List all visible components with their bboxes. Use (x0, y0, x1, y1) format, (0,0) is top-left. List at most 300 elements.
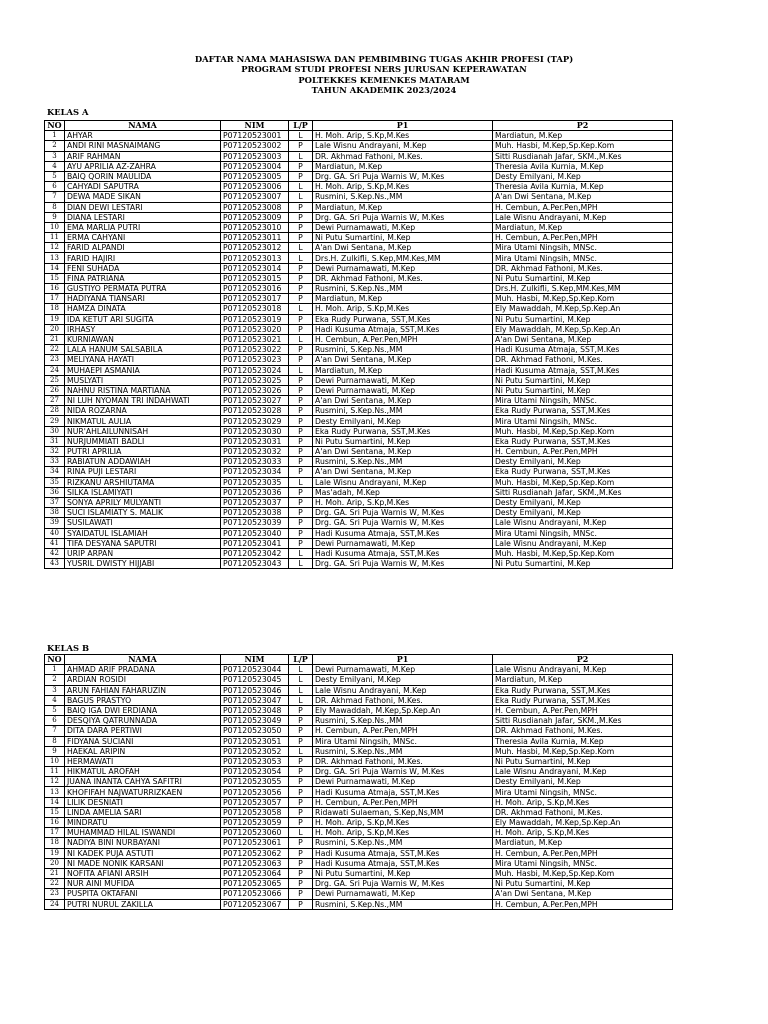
supervisor-p1: H. Moh. Arip, S.Kp,M.Kes (313, 182, 493, 192)
supervisor-p1: Rusmini, S.Kep.Ns.,MM (313, 192, 493, 202)
student-name: NI KADEK PUJA ASTUTI (65, 848, 221, 858)
row-number: 37 (45, 497, 65, 507)
table-row (45, 787, 673, 797)
student-nim: P07120523043 (221, 559, 289, 569)
supervisor-p1: DR. Akhmad Fathoni, M.Kes. (313, 151, 493, 161)
supervisor-p1: Hadi Kusuma Atmaja, SST,M.Kes (313, 858, 493, 868)
kelas-b-body (45, 665, 673, 910)
supervisor-p1: Mardiatun, M.Kep (313, 365, 493, 375)
student-name: NURJUMMIATI BADLI (65, 436, 221, 446)
supervisor-p1: Drg. GA. Sri Puja Warnis W, M.Kes (313, 559, 493, 569)
supervisor-p2: Mira Utami Ningsih, MNSc. (493, 396, 673, 406)
student-gender: P (289, 807, 313, 817)
header-lp: L/P (289, 121, 313, 131)
title-line-3: POLTEKKES KEMENKES MATARAM (298, 74, 470, 85)
row-number: 32 (45, 447, 65, 457)
row-number: 24 (45, 365, 65, 375)
student-nim: P07120523013 (221, 253, 289, 263)
student-nim: P07120523012 (221, 243, 289, 253)
student-gender: P (289, 396, 313, 406)
table-row (45, 797, 673, 807)
student-gender: P (289, 457, 313, 467)
student-nim: P07120523027 (221, 396, 289, 406)
student-gender: L (289, 477, 313, 487)
table-row (45, 263, 673, 273)
table-row (45, 736, 673, 746)
table-row (45, 848, 673, 858)
supervisor-p1: Hadi Kusuma Atmaja, SST,M.Kes (313, 324, 493, 334)
header-no: NO (45, 655, 65, 665)
student-gender: P (289, 406, 313, 416)
student-name: SILKA ISLAMIYATI (65, 487, 221, 497)
student-name: MINDRATU (65, 818, 221, 828)
row-number: 8 (45, 202, 65, 212)
student-name: SUSILAWATI (65, 518, 221, 528)
header-nama: NAMA (65, 655, 221, 665)
student-name: MUSLYATI (65, 375, 221, 385)
student-nim: P07120523019 (221, 314, 289, 324)
row-number: 18 (45, 838, 65, 848)
row-number: 5 (45, 705, 65, 715)
row-number: 10 (45, 222, 65, 232)
row-number: 13 (45, 787, 65, 797)
supervisor-p2: Ely Mawaddah, M.Kep,Sp.Kep.An (493, 818, 673, 828)
kelas-b-label: KELAS B (47, 643, 90, 653)
student-nim: P07120523024 (221, 365, 289, 375)
table-row (45, 868, 673, 878)
supervisor-p1: Dewi Purnamawati, M.Kep (313, 777, 493, 787)
student-gender: P (289, 284, 313, 294)
supervisor-p2: Mardiatun, M.Kep (493, 675, 673, 685)
row-number: 41 (45, 538, 65, 548)
header-nim: NIM (221, 655, 289, 665)
student-gender: P (289, 436, 313, 446)
supervisor-p1: Dewi Purnamawati, M.Kep (313, 375, 493, 385)
supervisor-p1: Rusmini, S.Kep.Ns.,MM (313, 406, 493, 416)
supervisor-p1: Mardiatun, M.Kep (313, 161, 493, 171)
table-row (45, 497, 673, 507)
student-nim: P07120523030 (221, 426, 289, 436)
supervisor-p2: Theresia Avila Kurnia, M.Kep (493, 161, 673, 171)
student-gender: L (289, 131, 313, 141)
kelas-a-body (45, 131, 673, 569)
student-gender: P (289, 716, 313, 726)
table-row (45, 538, 673, 548)
student-name: NI MADE NONIK KARSANI (65, 858, 221, 868)
table-row (45, 879, 673, 889)
student-nim: P07120523004 (221, 161, 289, 171)
student-gender: P (289, 726, 313, 736)
student-nim: P07120523051 (221, 736, 289, 746)
student-nim: P07120523040 (221, 528, 289, 538)
student-nim: P07120523033 (221, 457, 289, 467)
student-gender: L (289, 828, 313, 838)
table-row (45, 396, 673, 406)
table-row (45, 151, 673, 161)
row-number: 31 (45, 436, 65, 446)
supervisor-p2: H. Moh. Arip, S.Kp,M.Kes (493, 797, 673, 807)
student-name: AHYAR (65, 131, 221, 141)
student-nim: P07120523025 (221, 375, 289, 385)
row-number: 1 (45, 665, 65, 675)
student-gender: P (289, 375, 313, 385)
table-row (45, 406, 673, 416)
student-name: HERMAWATI (65, 756, 221, 766)
student-gender: P (289, 487, 313, 497)
student-name: PUSPITA OKTAFANI (65, 889, 221, 899)
supervisor-p1: A'an Dwi Sentana, M.Kep (313, 467, 493, 477)
supervisor-p1: Mas'adah, M.Kep (313, 487, 493, 497)
supervisor-p2: Theresia Avila Kurnia, M.Kep (493, 182, 673, 192)
supervisor-p2: Lale Wisnu Andrayani, M.Kep (493, 212, 673, 222)
row-number: 11 (45, 233, 65, 243)
student-gender: P (289, 324, 313, 334)
row-number: 26 (45, 385, 65, 395)
student-nim: P07120523005 (221, 171, 289, 181)
table-row (45, 365, 673, 375)
student-nim: P07120523066 (221, 889, 289, 899)
table-row (45, 273, 673, 283)
row-number: 15 (45, 807, 65, 817)
supervisor-p1: Ni Putu Sumartini, M.Kep (313, 436, 493, 446)
student-nim: P07120523022 (221, 345, 289, 355)
supervisor-p2: Mira Utami Ningsih, MNSc. (493, 416, 673, 426)
table-row (45, 705, 673, 715)
row-number: 12 (45, 243, 65, 253)
student-name: NADIYA BINI NURBAYANI (65, 838, 221, 848)
supervisor-p2: A'an Dwi Sentana, M.Kep (493, 334, 673, 344)
student-name: HAMZA DINATA (65, 304, 221, 314)
table-row (45, 141, 673, 151)
title-line-4: TAHUN AKADEMIK 2023/2024 (311, 85, 457, 96)
supervisor-p2: Lale Wisnu Andrayani, M.Kep (493, 538, 673, 548)
student-gender: P (289, 263, 313, 273)
row-number: 19 (45, 314, 65, 324)
row-number: 20 (45, 324, 65, 334)
row-number: 36 (45, 487, 65, 497)
student-nim: P07120523047 (221, 695, 289, 705)
row-number: 9 (45, 746, 65, 756)
student-gender: P (289, 528, 313, 538)
supervisor-p1: Drg. GA. Sri Puja Warnis W, M.Kes (313, 518, 493, 528)
row-number: 33 (45, 457, 65, 467)
table-row (45, 253, 673, 263)
supervisor-p1: Dewi Purnamawati, M.Kep (313, 538, 493, 548)
supervisor-p2: Muh. Hasbi, M.Kep,Sp.Kep.Kom (493, 477, 673, 487)
student-gender: P (289, 467, 313, 477)
kelas-b-header-row (45, 655, 673, 665)
supervisor-p1: H. Cembun, A.Per.Pen,MPH (313, 726, 493, 736)
table-row (45, 222, 673, 232)
student-nim: P07120523035 (221, 477, 289, 487)
row-number: 2 (45, 141, 65, 151)
student-nim: P07120523023 (221, 355, 289, 365)
supervisor-p2: Ni Putu Sumartini, M.Kep (493, 559, 673, 569)
student-name: GUSTIYO PERMATA PUTRA (65, 284, 221, 294)
student-gender: P (289, 497, 313, 507)
supervisor-p2: Ni Putu Sumartini, M.Kep (493, 273, 673, 283)
student-name: CAHYADI SAPUTRA (65, 182, 221, 192)
student-name: HIKMATUL AROFAH (65, 767, 221, 777)
table-row (45, 467, 673, 477)
table-row (45, 756, 673, 766)
supervisor-p2: Muh. Hasbi, M.Kep,Sp.Kep.Kom (493, 868, 673, 878)
supervisor-p1: Rusmini, S.Kep.Ns.,MM (313, 716, 493, 726)
supervisor-p2: Sitti Rusdianah Jafar, SKM.,M.Kes (493, 151, 673, 161)
supervisor-p2: Muh. Hasbi, M.Kep,Sp.Kep.Kom (493, 548, 673, 558)
table-row (45, 716, 673, 726)
table-row (45, 447, 673, 457)
student-name: BAGUS PRASTYO (65, 695, 221, 705)
student-name: NAHNU RISTINA MARTIANA (65, 385, 221, 395)
student-name: PUTRI NURUL ZAKILLA (65, 899, 221, 909)
row-number: 7 (45, 726, 65, 736)
student-gender: P (289, 161, 313, 171)
supervisor-p1: H. Moh. Arip, S.Kp,M.Kes (313, 828, 493, 838)
supervisor-p2: H. Cembun, A.Per.Pen,MPH (493, 899, 673, 909)
supervisor-p1: Ely Mawaddah, M.Kep,Sp.Kep.An (313, 705, 493, 715)
table-row (45, 746, 673, 756)
student-gender: L (289, 192, 313, 202)
row-number: 21 (45, 868, 65, 878)
student-name: PUTRI APRILIA (65, 447, 221, 457)
student-gender: P (289, 899, 313, 909)
student-gender: L (289, 304, 313, 314)
table-row (45, 355, 673, 365)
student-name: DESQIYA QATRUNNADA (65, 716, 221, 726)
student-gender: L (289, 151, 313, 161)
row-number: 10 (45, 756, 65, 766)
supervisor-p1: Rusmini, S.Kep.Ns.,MM (313, 457, 493, 467)
supervisor-p1: Hadi Kusuma Atmaja, SST,M.Kes (313, 848, 493, 858)
student-gender: L (289, 334, 313, 344)
student-gender: L (289, 559, 313, 569)
student-gender: P (289, 797, 313, 807)
student-gender: L (289, 365, 313, 375)
student-nim: P07120523065 (221, 879, 289, 889)
student-nim: P07120523029 (221, 416, 289, 426)
student-gender: L (289, 548, 313, 558)
supervisor-p1: Dewi Purnamawati, M.Kep (313, 889, 493, 899)
kelas-b-table (44, 654, 673, 910)
supervisor-p1: Drg. GA. Sri Puja Warnis W, M.Kes (313, 212, 493, 222)
student-name: TIFA DESYANA SAPUTRI (65, 538, 221, 548)
supervisor-p1: Lale Wisnu Andrayani, M.Kep (313, 141, 493, 151)
supervisor-p1: DR. Akhmad Fathoni, M.Kes. (313, 695, 493, 705)
student-nim: P07120523052 (221, 746, 289, 756)
kelas-a-header-row (45, 121, 673, 131)
student-gender: P (289, 538, 313, 548)
row-number: 6 (45, 182, 65, 192)
supervisor-p1: Rusmini, S.Kep.Ns.,MM (313, 838, 493, 848)
table-row (45, 477, 673, 487)
student-gender: L (289, 253, 313, 263)
row-number: 11 (45, 767, 65, 777)
student-name: SYAIDATUL ISLAMIAH (65, 528, 221, 538)
supervisor-p1: Ni Putu Sumartini, M.Kep (313, 233, 493, 243)
supervisor-p1: Drg. GA. Sri Puja Warnis W, M.Kes (313, 171, 493, 181)
student-nim: P07120523034 (221, 467, 289, 477)
student-name: ARUN FAHIAN FAHARUZIN (65, 685, 221, 695)
student-nim: P07120523014 (221, 263, 289, 273)
row-number: 1 (45, 131, 65, 141)
supervisor-p2: Ni Putu Sumartini, M.Kep (493, 756, 673, 766)
student-name: AYU APRILIA AZ-ZAHRA (65, 161, 221, 171)
table-row (45, 171, 673, 181)
row-number: 24 (45, 899, 65, 909)
student-gender: L (289, 243, 313, 253)
student-name: ERMA CAHYANI (65, 233, 221, 243)
supervisor-p1: A'an Dwi Sentana, M.Kep (313, 447, 493, 457)
student-gender: P (289, 518, 313, 528)
row-number: 2 (45, 675, 65, 685)
supervisor-p2: Eka Rudy Purwana, SST,M.Kes (493, 406, 673, 416)
student-nim: P07120523021 (221, 334, 289, 344)
supervisor-p2: Ni Putu Sumartini, M.Kep (493, 314, 673, 324)
table-row (45, 726, 673, 736)
supervisor-p2: A'an Dwi Sentana, M.Kep (493, 889, 673, 899)
supervisor-p2: H. Cembun, A.Per.Pen,MPH (493, 848, 673, 858)
supervisor-p2: Desty Emilyani, M.Kep (493, 508, 673, 518)
supervisor-p2: Drs.H. Zulkifli, S.Kep,MM.Kes,MM (493, 284, 673, 294)
student-gender: L (289, 695, 313, 705)
supervisor-p1: Dewi Purnamawati, M.Kep (313, 222, 493, 232)
row-number: 43 (45, 559, 65, 569)
row-number: 22 (45, 879, 65, 889)
supervisor-p2: H. Moh. Arip, S.Kp,M.Kes (493, 828, 673, 838)
student-nim: P07120523056 (221, 787, 289, 797)
student-gender: L (289, 685, 313, 695)
student-nim: P07120523037 (221, 497, 289, 507)
table-row (45, 294, 673, 304)
student-gender: P (289, 848, 313, 858)
header-p2: P2 (493, 655, 673, 665)
student-name: IDA KETUT ARI SUGITA (65, 314, 221, 324)
student-gender: P (289, 868, 313, 878)
student-name: FIDYANA SUCIANI (65, 736, 221, 746)
student-name: KHOFIFAH NAJWATURRIZKAEN (65, 787, 221, 797)
student-nim: P07120523048 (221, 705, 289, 715)
supervisor-p1: Hadi Kusuma Atmaja, SST,M.Kes (313, 548, 493, 558)
student-nim: P07120523001 (221, 131, 289, 141)
supervisor-p1: Eka Rudy Purwana, SST,M.Kes (313, 314, 493, 324)
supervisor-p2: Muh. Hasbi, M.Kep,Sp.Kep.Kom (493, 141, 673, 151)
student-nim: P07120523020 (221, 324, 289, 334)
student-nim: P07120523017 (221, 294, 289, 304)
supervisor-p1: DR. Akhmad Fathoni, M.Kes. (313, 273, 493, 283)
supervisor-p2: Hadi Kusuma Atmaja, SST,M.Kes (493, 365, 673, 375)
row-number: 29 (45, 416, 65, 426)
row-number: 17 (45, 828, 65, 838)
student-name: HADIYANA TIANSARI (65, 294, 221, 304)
row-number: 28 (45, 406, 65, 416)
table-row (45, 324, 673, 334)
table-row (45, 528, 673, 538)
student-name: RINA PUJI LESTARI (65, 467, 221, 477)
supervisor-p1: Mardiatun, M.Kep (313, 202, 493, 212)
row-number: 25 (45, 375, 65, 385)
student-gender: L (289, 665, 313, 675)
supervisor-p1: Rusmini, S.Kep.Ns.,MM (313, 345, 493, 355)
title-line-1: DAFTAR NAMA MAHASISWA DAN PEMBIMBING TUGAS AKHIR PROFESI (TAP) (194, 54, 574, 64)
student-gender: P (289, 787, 313, 797)
table-row (45, 284, 673, 294)
supervisor-p1: H. Moh. Arip, S.Kp,M.Kes (313, 497, 493, 507)
row-number: 14 (45, 263, 65, 273)
student-name: DIANA LESTARI (65, 212, 221, 222)
row-number: 35 (45, 477, 65, 487)
supervisor-p2: H. Cembun, A.Per.Pen,MPH (493, 447, 673, 457)
student-gender: P (289, 879, 313, 889)
supervisor-p2: Mira Utami Ningsih, MNSc. (493, 858, 673, 868)
student-gender: P (289, 426, 313, 436)
supervisor-p1: Ridawati Sulaeman, S.Kep,Ns,MM (313, 807, 493, 817)
row-number: 8 (45, 736, 65, 746)
student-name: EMA MARLIA PUTRI (65, 222, 221, 232)
kelas-a-table (44, 120, 673, 569)
student-name: ANDI RINI MASNAIMANG (65, 141, 221, 151)
supervisor-p2: Muh. Hasbi, M.Kep,Sp.Kep.Kom (493, 294, 673, 304)
supervisor-p1: Hadi Kusuma Atmaja, SST,M.Kes (313, 787, 493, 797)
student-nim: P07120523064 (221, 868, 289, 878)
supervisor-p2: Desty Emilyani, M.Kep (493, 497, 673, 507)
student-gender: P (289, 294, 313, 304)
table-row (45, 685, 673, 695)
supervisor-p2: Muh. Hasbi, M.Kep,Sp.Kep.Kom (493, 746, 673, 756)
student-nim: P07120523046 (221, 685, 289, 695)
supervisor-p1: A'an Dwi Sentana, M.Kep (313, 396, 493, 406)
student-name: BAIQ QORIN MAULIDA (65, 171, 221, 181)
row-number: 13 (45, 253, 65, 263)
row-number: 22 (45, 345, 65, 355)
student-name: NUR AINI MUFIDA (65, 879, 221, 889)
supervisor-p1: A'an Dwi Sentana, M.Kep (313, 355, 493, 365)
row-number: 27 (45, 396, 65, 406)
supervisor-p2: Mira Utami Ningsih, MNSc. (493, 253, 673, 263)
supervisor-p1: Dewi Purnamawati, M.Kep (313, 665, 493, 675)
student-name: SUCI ISLAMIATY S. MALIK (65, 508, 221, 518)
supervisor-p1: Hadi Kusuma Atmaja, SST,M.Kes (313, 528, 493, 538)
student-name: LILIK DESNIATI (65, 797, 221, 807)
supervisor-p2: Lale Wisnu Andrayani, M.Kep (493, 518, 673, 528)
supervisor-p1: H. Cembun, A.Per.Pen,MPH (313, 334, 493, 344)
student-nim: P07120523058 (221, 807, 289, 817)
student-name: DEWA MADE SIKAN (65, 192, 221, 202)
supervisor-p1: H. Moh. Arip, S.Kp,M.Kes (313, 304, 493, 314)
supervisor-p2: Sitti Rusdianah Jafar, SKM.,M.Kes (493, 716, 673, 726)
student-name: FINA PATRIANA (65, 273, 221, 283)
student-name: FARID HAJIRI (65, 253, 221, 263)
table-row (45, 487, 673, 497)
row-number: 18 (45, 304, 65, 314)
row-number: 4 (45, 695, 65, 705)
student-nim: P07120523009 (221, 212, 289, 222)
row-number: 39 (45, 518, 65, 528)
student-name: AHMAD ARIF PRADANA (65, 665, 221, 675)
supervisor-p1: Drs.H. Zulkifli, S.Kep,MM.Kes,MM (313, 253, 493, 263)
student-nim: P07120523057 (221, 797, 289, 807)
supervisor-p1: Rusmini, S.Kep.Ns.,MM (313, 284, 493, 294)
student-name: YUSRIL DWISTY HIJJABI (65, 559, 221, 569)
student-nim: P07120523010 (221, 222, 289, 232)
title-line-2: PROGRAM STUDI PROFESI NERS JURUSAN KEPERAWATAN (241, 64, 527, 75)
supervisor-p2: H. Cembun, A.Per.Pen,MPH (493, 705, 673, 715)
student-gender: P (289, 838, 313, 848)
row-number: 3 (45, 685, 65, 695)
supervisor-p2: Ely Mawaddah, M.Kep,Sp.Kep.An (493, 324, 673, 334)
supervisor-p2: H. Cembun, A.Per.Pen,MPH (493, 233, 673, 243)
row-number: 38 (45, 508, 65, 518)
